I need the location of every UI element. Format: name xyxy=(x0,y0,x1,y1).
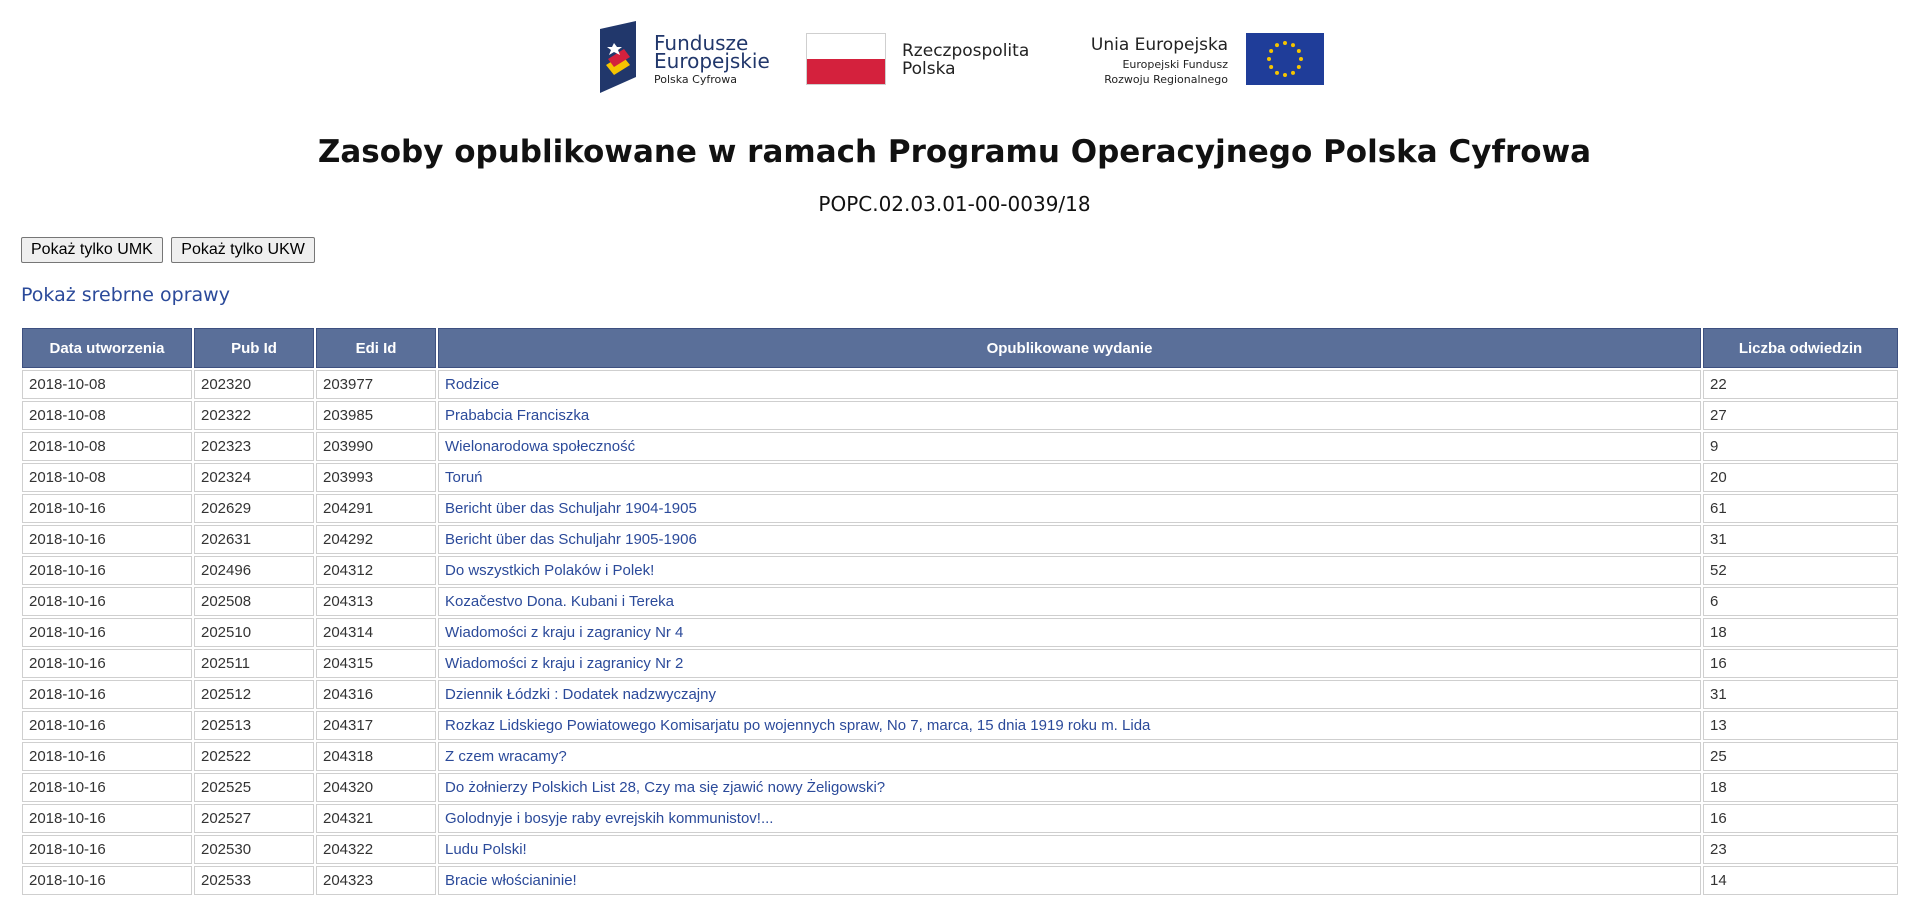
cell-edition xyxy=(438,401,1701,430)
cell-date: 2018-10-08 xyxy=(22,370,192,399)
edition-link[interactable]: Wiadomości z kraju i zagranicy Nr 4 xyxy=(445,624,684,641)
cell-edi-id: 204317 xyxy=(316,711,436,740)
cell-edi-id: 204315 xyxy=(316,649,436,678)
eu-star-icon xyxy=(1291,71,1295,75)
cell-edi-id: 204318 xyxy=(316,742,436,771)
show-ukw-button[interactable]: Pokaż tylko UKW xyxy=(171,237,315,263)
cell-visits: 61 xyxy=(1703,494,1898,523)
cell-pub-id: 202525 xyxy=(194,773,314,802)
cell-edition xyxy=(438,742,1701,771)
polish-flag-icon xyxy=(806,33,886,85)
eu-star-icon xyxy=(1275,43,1279,47)
eu-star-icon xyxy=(1269,65,1273,69)
project-number: POPC.02.03.01-00-0039/18 xyxy=(818,192,1091,216)
eu-star-icon xyxy=(1283,41,1287,45)
edition-link[interactable]: Wielonarodowa społeczność xyxy=(445,438,636,455)
fundusze-line2: Europejskie xyxy=(654,49,770,73)
cell-edition xyxy=(438,618,1701,647)
header-edi-id[interactable]: Edi Id xyxy=(316,328,436,368)
edition-link[interactable]: Bericht über das Schuljahr 1905-1906 xyxy=(445,531,697,548)
eu-star-icon xyxy=(1269,49,1273,53)
edition-link[interactable]: Kozačestvo Dona. Kubani i Tereka xyxy=(445,593,675,610)
cell-date: 2018-10-16 xyxy=(22,525,192,554)
edition-link[interactable]: Dziennik Łódzki : Dodatek nadzwyczajny xyxy=(445,686,716,703)
unia-line1: Unia Europejska xyxy=(1090,35,1228,55)
cell-edi-id: 204312 xyxy=(316,556,436,585)
table-row xyxy=(22,401,1898,430)
cell-edi-id: 203990 xyxy=(316,432,436,461)
cell-visits: 27 xyxy=(1703,401,1898,430)
unia-line2: Europejski Fundusz xyxy=(1122,58,1228,71)
edition-link[interactable]: Toruń xyxy=(445,469,483,486)
cell-visits: 6 xyxy=(1703,587,1898,616)
table-row xyxy=(22,370,1898,399)
cell-edition xyxy=(438,804,1701,833)
cell-date: 2018-10-16 xyxy=(22,866,192,895)
rzeczpospolita-line2: Polska xyxy=(902,59,956,79)
cell-date: 2018-10-16 xyxy=(22,649,192,678)
cell-visits: 31 xyxy=(1703,680,1898,709)
edition-link[interactable]: Z czem wracamy? xyxy=(445,748,567,765)
cell-edi-id: 203977 xyxy=(316,370,436,399)
edition-link[interactable]: Bracie włościaninie! xyxy=(445,872,577,889)
cell-pub-id: 202511 xyxy=(194,649,314,678)
table-row xyxy=(22,587,1898,616)
table-row xyxy=(22,494,1898,523)
edition-link[interactable]: Rodzice xyxy=(445,376,500,393)
logo-strip xyxy=(0,21,1909,93)
table-row xyxy=(22,773,1898,802)
table-row xyxy=(22,432,1898,461)
cell-pub-id: 202530 xyxy=(194,835,314,864)
fundusze-flag-icon xyxy=(600,21,640,93)
rzeczpospolita-line1: Rzeczpospolita xyxy=(902,41,1030,61)
cell-edition xyxy=(438,680,1701,709)
cell-edition xyxy=(438,494,1701,523)
cell-pub-id: 202513 xyxy=(194,711,314,740)
table-row xyxy=(22,711,1898,740)
cell-pub-id: 202322 xyxy=(194,401,314,430)
cell-edition xyxy=(438,773,1701,802)
edition-link[interactable]: Bericht über das Schuljahr 1904-1905 xyxy=(445,500,697,517)
cell-visits: 22 xyxy=(1703,370,1898,399)
edition-link[interactable]: Wiadomości z kraju i zagranicy Nr 2 xyxy=(445,655,684,672)
table-row xyxy=(22,742,1898,771)
cell-date: 2018-10-16 xyxy=(22,773,192,802)
cell-pub-id: 202512 xyxy=(194,680,314,709)
table-row xyxy=(22,618,1898,647)
cell-visits: 9 xyxy=(1703,432,1898,461)
cell-pub-id: 202320 xyxy=(194,370,314,399)
cell-visits: 18 xyxy=(1703,773,1898,802)
eu-star-icon xyxy=(1299,57,1303,61)
cell-visits: 16 xyxy=(1703,804,1898,833)
cell-pub-id: 202631 xyxy=(194,525,314,554)
cell-visits: 31 xyxy=(1703,525,1898,554)
cell-visits: 20 xyxy=(1703,463,1898,492)
fundusze-line3: Polska Cyfrowa xyxy=(654,73,737,86)
table-row xyxy=(22,866,1898,895)
table-row xyxy=(22,835,1898,864)
cell-date: 2018-10-08 xyxy=(22,432,192,461)
cell-visits: 13 xyxy=(1703,711,1898,740)
cell-edi-id: 204314 xyxy=(316,618,436,647)
cell-date: 2018-10-08 xyxy=(22,463,192,492)
eu-star-icon xyxy=(1267,57,1271,61)
fundusze-line1: Fundusze xyxy=(654,31,749,55)
cell-edition xyxy=(438,432,1701,461)
cell-edi-id: 203985 xyxy=(316,401,436,430)
header-pub-id[interactable]: Pub Id xyxy=(194,328,314,368)
cell-edition xyxy=(438,835,1701,864)
cell-edition xyxy=(438,866,1701,895)
cell-date: 2018-10-16 xyxy=(22,804,192,833)
cell-edi-id: 204316 xyxy=(316,680,436,709)
cell-visits: 23 xyxy=(1703,835,1898,864)
table-row xyxy=(22,525,1898,554)
cell-visits: 25 xyxy=(1703,742,1898,771)
cell-edition xyxy=(438,463,1701,492)
cell-pub-id: 202522 xyxy=(194,742,314,771)
edition-link[interactable]: Rozkaz Lidskiego Powiatowego Komisarjatu po wojennych spraw, No 7, marca, 15 dnia 1919 roku m. Lida xyxy=(445,717,1151,734)
edition-link[interactable]: Golodnyje i bosyje raby evrejskih kommunistov!... xyxy=(445,810,774,827)
table-row xyxy=(22,649,1898,678)
publications-table xyxy=(20,326,1900,897)
cell-date: 2018-10-16 xyxy=(22,556,192,585)
table-header-row xyxy=(22,328,1898,368)
fundusze-europejskie-logo xyxy=(600,21,770,93)
edition-link[interactable]: Do żołnierzy Polskich List 28, Czy ma się zjawić nowy Żeligowski? xyxy=(445,779,886,796)
cell-pub-id: 202496 xyxy=(194,556,314,585)
show-silver-bindings-link[interactable]: Pokaż srebrne oprawy xyxy=(21,284,230,306)
header-edition[interactable]: Opublikowane wydanie xyxy=(438,328,1701,368)
cell-edition xyxy=(438,525,1701,554)
unia-line3: Rozwoju Regionalnego xyxy=(1104,73,1228,86)
cell-edition xyxy=(438,649,1701,678)
cell-edition xyxy=(438,587,1701,616)
header-date[interactable]: Data utworzenia xyxy=(22,328,192,368)
cell-date: 2018-10-16 xyxy=(22,494,192,523)
eu-star-icon xyxy=(1275,71,1279,75)
table-row xyxy=(22,804,1898,833)
cell-pub-id: 202527 xyxy=(194,804,314,833)
cell-pub-id: 202323 xyxy=(194,432,314,461)
table-row xyxy=(22,680,1898,709)
eu-star-icon xyxy=(1283,73,1287,77)
cell-edi-id: 204313 xyxy=(316,587,436,616)
cell-edition xyxy=(438,370,1701,399)
table-row xyxy=(22,463,1898,492)
cell-edition xyxy=(438,556,1701,585)
edition-link[interactable]: Do wszystkich Polaków i Polek! xyxy=(445,562,655,579)
cell-date: 2018-10-16 xyxy=(22,618,192,647)
cell-edi-id: 204292 xyxy=(316,525,436,554)
cell-date: 2018-10-16 xyxy=(22,680,192,709)
cell-visits: 14 xyxy=(1703,866,1898,895)
cell-date: 2018-10-08 xyxy=(22,401,192,430)
eu-star-icon xyxy=(1297,49,1301,53)
edition-link[interactable]: Prababcia Franciszka xyxy=(445,407,590,424)
cell-date: 2018-10-16 xyxy=(22,835,192,864)
rzeczpospolita-logo xyxy=(806,21,1046,93)
cell-edi-id: 204322 xyxy=(316,835,436,864)
unia-europejska-logo xyxy=(1084,21,1324,93)
cell-date: 2018-10-16 xyxy=(22,742,192,771)
table-row xyxy=(22,556,1898,585)
cell-edi-id: 204323 xyxy=(316,866,436,895)
header-visits[interactable]: Liczba odwiedzin xyxy=(1703,328,1898,368)
page-title: Zasoby opublikowane w ramach Programu Operacyjnego Polska Cyfrowa xyxy=(317,134,1592,170)
cell-edi-id: 204321 xyxy=(316,804,436,833)
cell-edition xyxy=(438,711,1701,740)
cell-edi-id: 204320 xyxy=(316,773,436,802)
edition-link[interactable]: Ludu Polski! xyxy=(445,841,527,858)
cell-edi-id: 204291 xyxy=(316,494,436,523)
cell-pub-id: 202629 xyxy=(194,494,314,523)
cell-pub-id: 202508 xyxy=(194,587,314,616)
eu-flag-icon xyxy=(1246,33,1324,85)
cell-visits: 18 xyxy=(1703,618,1898,647)
filter-buttons xyxy=(21,237,319,263)
cell-visits: 16 xyxy=(1703,649,1898,678)
cell-date: 2018-10-16 xyxy=(22,711,192,740)
eu-star-icon xyxy=(1297,65,1301,69)
cell-date: 2018-10-16 xyxy=(22,587,192,616)
cell-pub-id: 202324 xyxy=(194,463,314,492)
cell-pub-id: 202533 xyxy=(194,866,314,895)
cell-pub-id: 202510 xyxy=(194,618,314,647)
cell-edi-id: 203993 xyxy=(316,463,436,492)
eu-star-icon xyxy=(1291,43,1295,47)
cell-visits: 52 xyxy=(1703,556,1898,585)
show-umk-button[interactable]: Pokaż tylko UMK xyxy=(21,237,163,263)
